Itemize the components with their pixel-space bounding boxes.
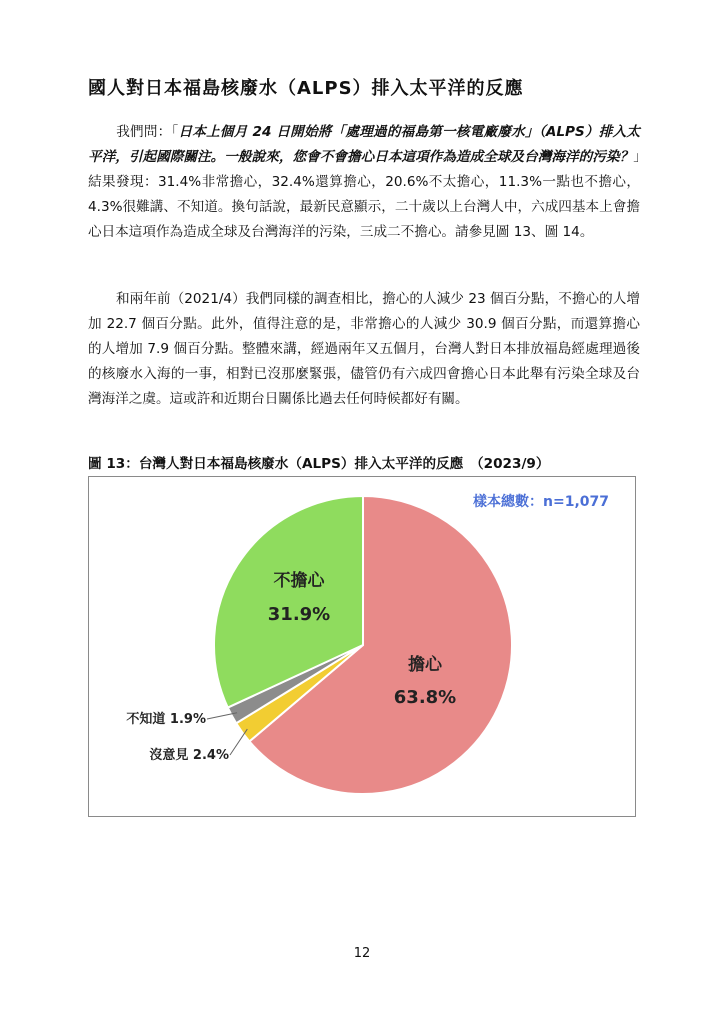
survey-question: 日本上個月 24 日開始將「處理過的福島第一核電廠廢水」（ALPS）排入太平洋，引起國際關注。一般說來，您會不會擔心日本這項作為造成全球及台灣海洋的污染？ [88, 124, 640, 165]
paragraph-2 [88, 287, 640, 412]
pie-chart [89, 477, 635, 816]
question-prefix: 我們問：「 [116, 124, 179, 140]
slice-label-worried: 擔心 [408, 655, 442, 675]
page-title: 國人對日本福島核廢水（ALPS）排入太平洋的反應 [88, 78, 524, 99]
paragraph-2-text: 和兩年前（2021/4）我們同樣的調查相比，擔心的人減少 23 個百分點，不擔心的人增加 22.7 個百分點。此外，值得注意的是，非常擔心的人減少 30.9 個百分點，而還算擔心的人增加 7.9 個百分點。整體來講，經過兩年又五個月，台灣人對日本排放福島經處理過後的核廢水入海的一事，相對已沒那麼緊張，儘管仍有六成四會擔心日本此舉有污染全球及台灣海洋之虞。這或許和近期台日關係比過去任何時候都好有關。 [88, 291, 640, 407]
sample-size-label: 樣本總數：n=1,077 [473, 494, 609, 510]
slice-label-dont-know: 不知道 1.9% [126, 712, 206, 727]
paragraph-1-results: 」結果發現：31.4%非常擔心，32.4%還算擔心，20.6%不太擔心，11.3%一點也不擔心，4.3%很難講、不知道。換句話說，最新民意顯示，二十歲以上台灣人中，六成四基本上會擔心日本這項作為造成全球及台灣海洋的污染，三成二不擔心。請參見圖 13、圖 14。 [88, 149, 640, 240]
slice-label-not-worried: 不擔心 [273, 571, 325, 591]
slice-value-not-worried: 31.9% [267, 604, 331, 625]
leader-line-no-opinion [230, 729, 247, 755]
slice-value-worried: 63.8% [393, 687, 457, 708]
slice-label-no-opinion: 沒意見 2.4% [149, 748, 229, 763]
paragraph-1 [88, 120, 640, 245]
figure-caption: 圖 13：台灣人對日本福島核廢水（ALPS）排入太平洋的反應 （2023/9） [88, 456, 550, 472]
figure-frame [88, 476, 636, 817]
page-number: 12 [353, 946, 371, 961]
